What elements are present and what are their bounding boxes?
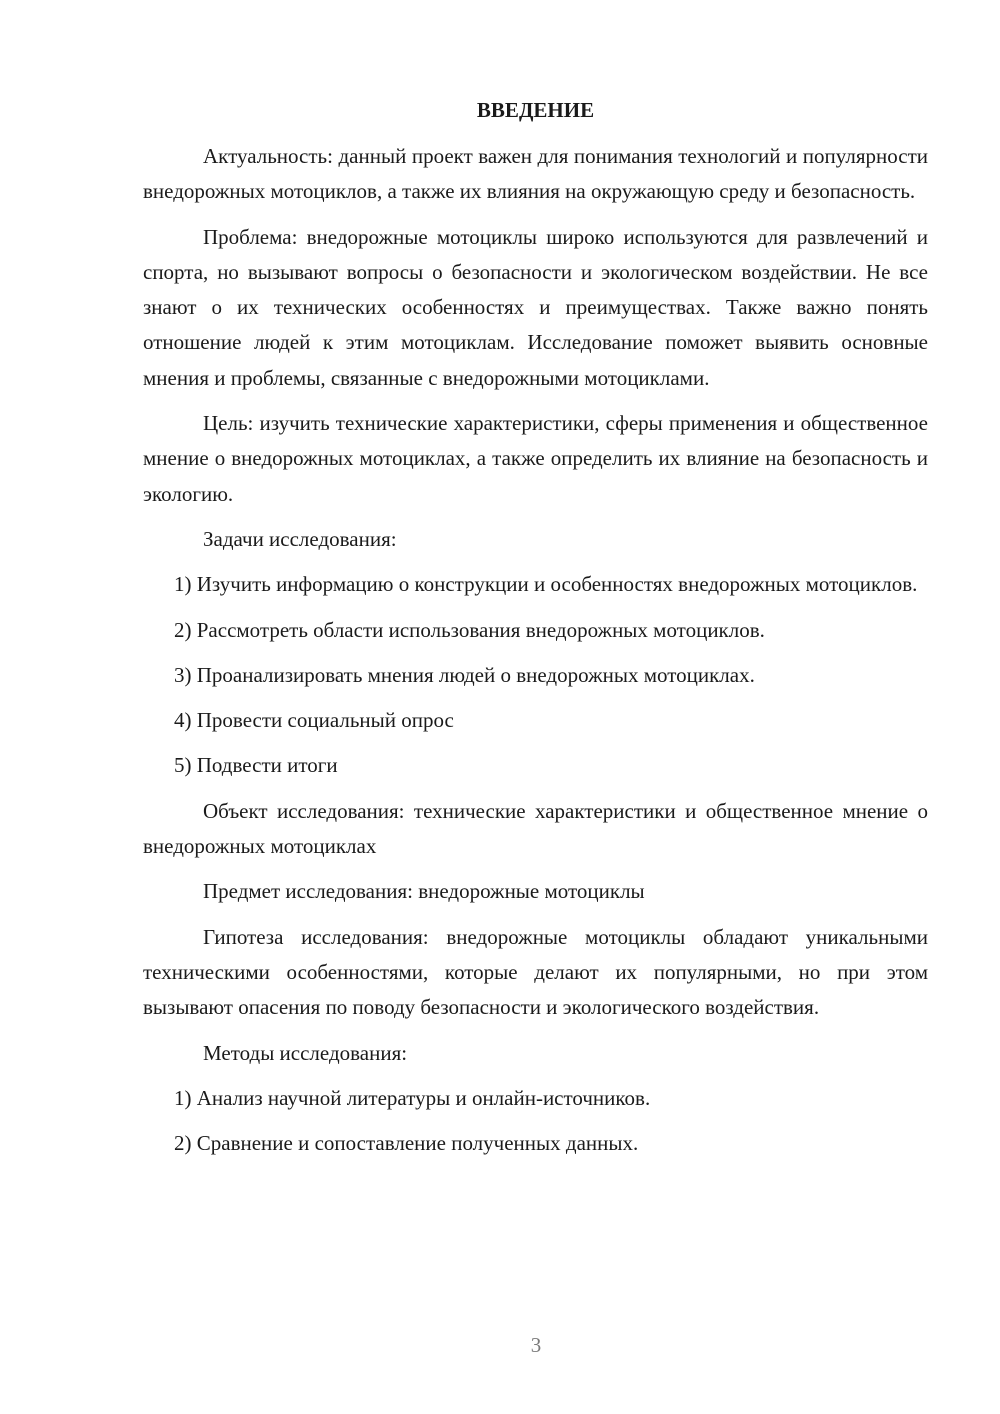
object-paragraph: Объект исследования: технические характеристики и общественное мнение о внедорожных мотоциклах xyxy=(143,798,928,859)
page-number: 3 xyxy=(530,1333,542,1357)
problem-paragraph: Проблема: внедорожные мотоциклы широко используются для развлечений и спорта, но вызывают вопросы о безопасности и экологическом воздействии. Не все знают о их технических особенностях и преимуществах. Также важно понять отношение людей к этим мотоциклам. Исследование поможет выявить основные мнения и проблемы, связанные с внедорожными мотоциклами. xyxy=(143,224,928,390)
relevance-paragraph: Актуальность: данный проект важен для понимания технологий и популярности внедорожных мотоциклов, а также их влияния на окружающую среду и безопасность. xyxy=(143,144,928,204)
method-item: 2) Сравнение и сопоставление полученных данных. xyxy=(174,1131,639,1156)
task-item: 4) Провести социальный опрос xyxy=(174,708,454,733)
task-item: 1) Изучить информацию о конструкции и особенностях внедорожных мотоциклов. xyxy=(174,572,918,597)
subject-paragraph: Предмет исследования: внедорожные мотоциклы xyxy=(203,879,645,904)
method-item: 1) Анализ научной литературы и онлайн-источников. xyxy=(174,1085,651,1110)
task-item: 2) Рассмотреть области использования внедорожных мотоциклов. xyxy=(174,617,765,642)
task-item: 5) Подвести итоги xyxy=(174,753,338,778)
tasks-title: Задачи исследования: xyxy=(203,526,397,551)
goal-paragraph: Цель: изучить технические характеристики, сферы применения и общественное мнение о внедорожных мотоциклах, а также определить их влияние на безопасность и экологию. xyxy=(143,411,928,506)
task-item: 3) Проанализировать мнения людей о внедорожных мотоциклах. xyxy=(174,662,755,687)
hypothesis-paragraph: Гипотеза исследования: внедорожные мотоциклы обладают уникальными техническими особенностями, которые делают их популярными, но при этом вызывают опасения по поводу безопасности и экологического воздействия. xyxy=(143,924,928,1020)
methods-title: Методы исследования: xyxy=(203,1040,408,1065)
section-heading: ВВЕДЕНИЕ xyxy=(476,98,595,122)
page-content xyxy=(143,92,928,1171)
